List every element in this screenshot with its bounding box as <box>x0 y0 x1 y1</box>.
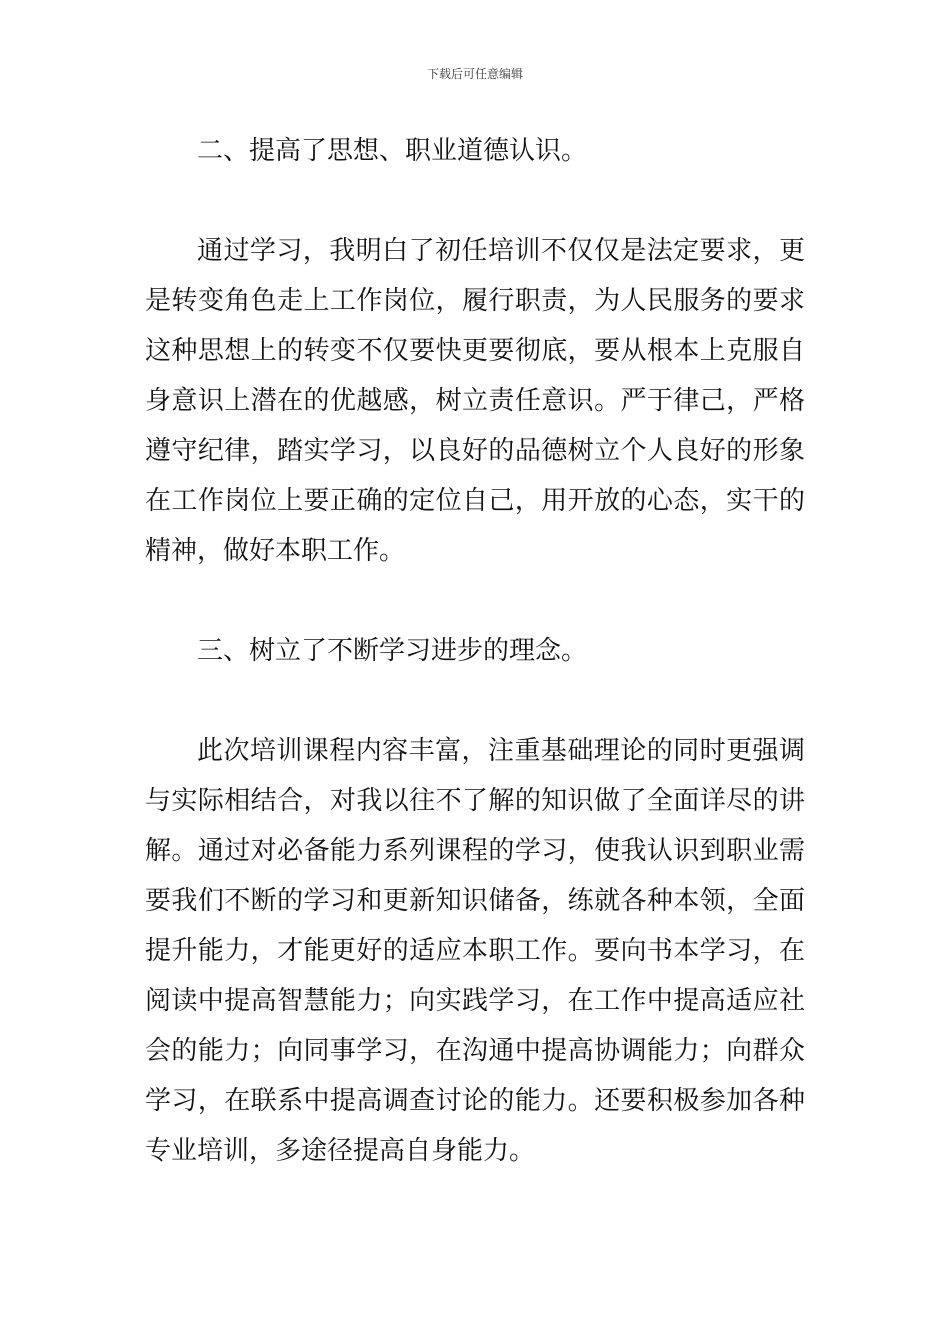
paragraph-line: 是转变角色走上工作岗位，履行职责，为人民服务的要求 <box>145 286 805 316</box>
paragraph-line: 要我们不断的学习和更新知识储备，练就各种本领，全面 <box>145 886 805 916</box>
paragraph-line: 专业培训，多途径提高自身能力。 <box>145 1136 536 1166</box>
paragraph-line: 与实际相结合，对我以往不了解的知识做了全面详尽的讲 <box>145 786 805 816</box>
section-heading-2: 二、提高了思想、职业道德认识。 <box>197 136 588 166</box>
document-body <box>145 126 805 1176</box>
page-header-note: 下载后可任意编辑 <box>426 67 523 81</box>
paragraph-line: 阅读中提高智慧能力；向实践学习，在工作中提高适应社 <box>145 986 805 1016</box>
paragraph-gap <box>145 176 805 226</box>
section-heading-3: 三、树立了不断学习进步的理念。 <box>197 636 588 666</box>
paragraph-line: 精神，做好本职工作。 <box>145 536 406 566</box>
paragraph-line: 提升能力，才能更好的适应本职工作。要向书本学习，在 <box>145 936 805 966</box>
paragraph-gap <box>145 676 805 726</box>
paragraph-line: 这种思想上的转变不仅要快更要彻底，要从根本上克服自 <box>145 336 805 366</box>
paragraph-section-2 <box>145 226 805 576</box>
paragraph-line: 解。通过对必备能力系列课程的学习，使我认识到职业需 <box>145 836 805 866</box>
paragraph-line: 此次培训课程内容丰富，注重基础理论的同时更强调 <box>197 736 805 766</box>
paragraph-gap <box>145 576 805 626</box>
paragraph-line: 在工作岗位上要正确的定位自己，用开放的心态，实干的 <box>145 486 805 516</box>
paragraph-line: 通过学习，我明白了初任培训不仅仅是法定要求，更 <box>197 236 805 266</box>
paragraph-line: 遵守纪律，踏实学习，以良好的品德树立个人良好的形象 <box>145 436 805 466</box>
paragraph-line: 学习，在联系中提高调查讨论的能力。还要积极参加各种 <box>145 1086 805 1116</box>
paragraph-section-3 <box>145 726 805 1176</box>
paragraph-line: 身意识上潜在的优越感，树立责任意识。严于律己，严格 <box>145 386 805 416</box>
paragraph-line: 会的能力；向同事学习，在沟通中提高协调能力；向群众 <box>145 1036 805 1066</box>
